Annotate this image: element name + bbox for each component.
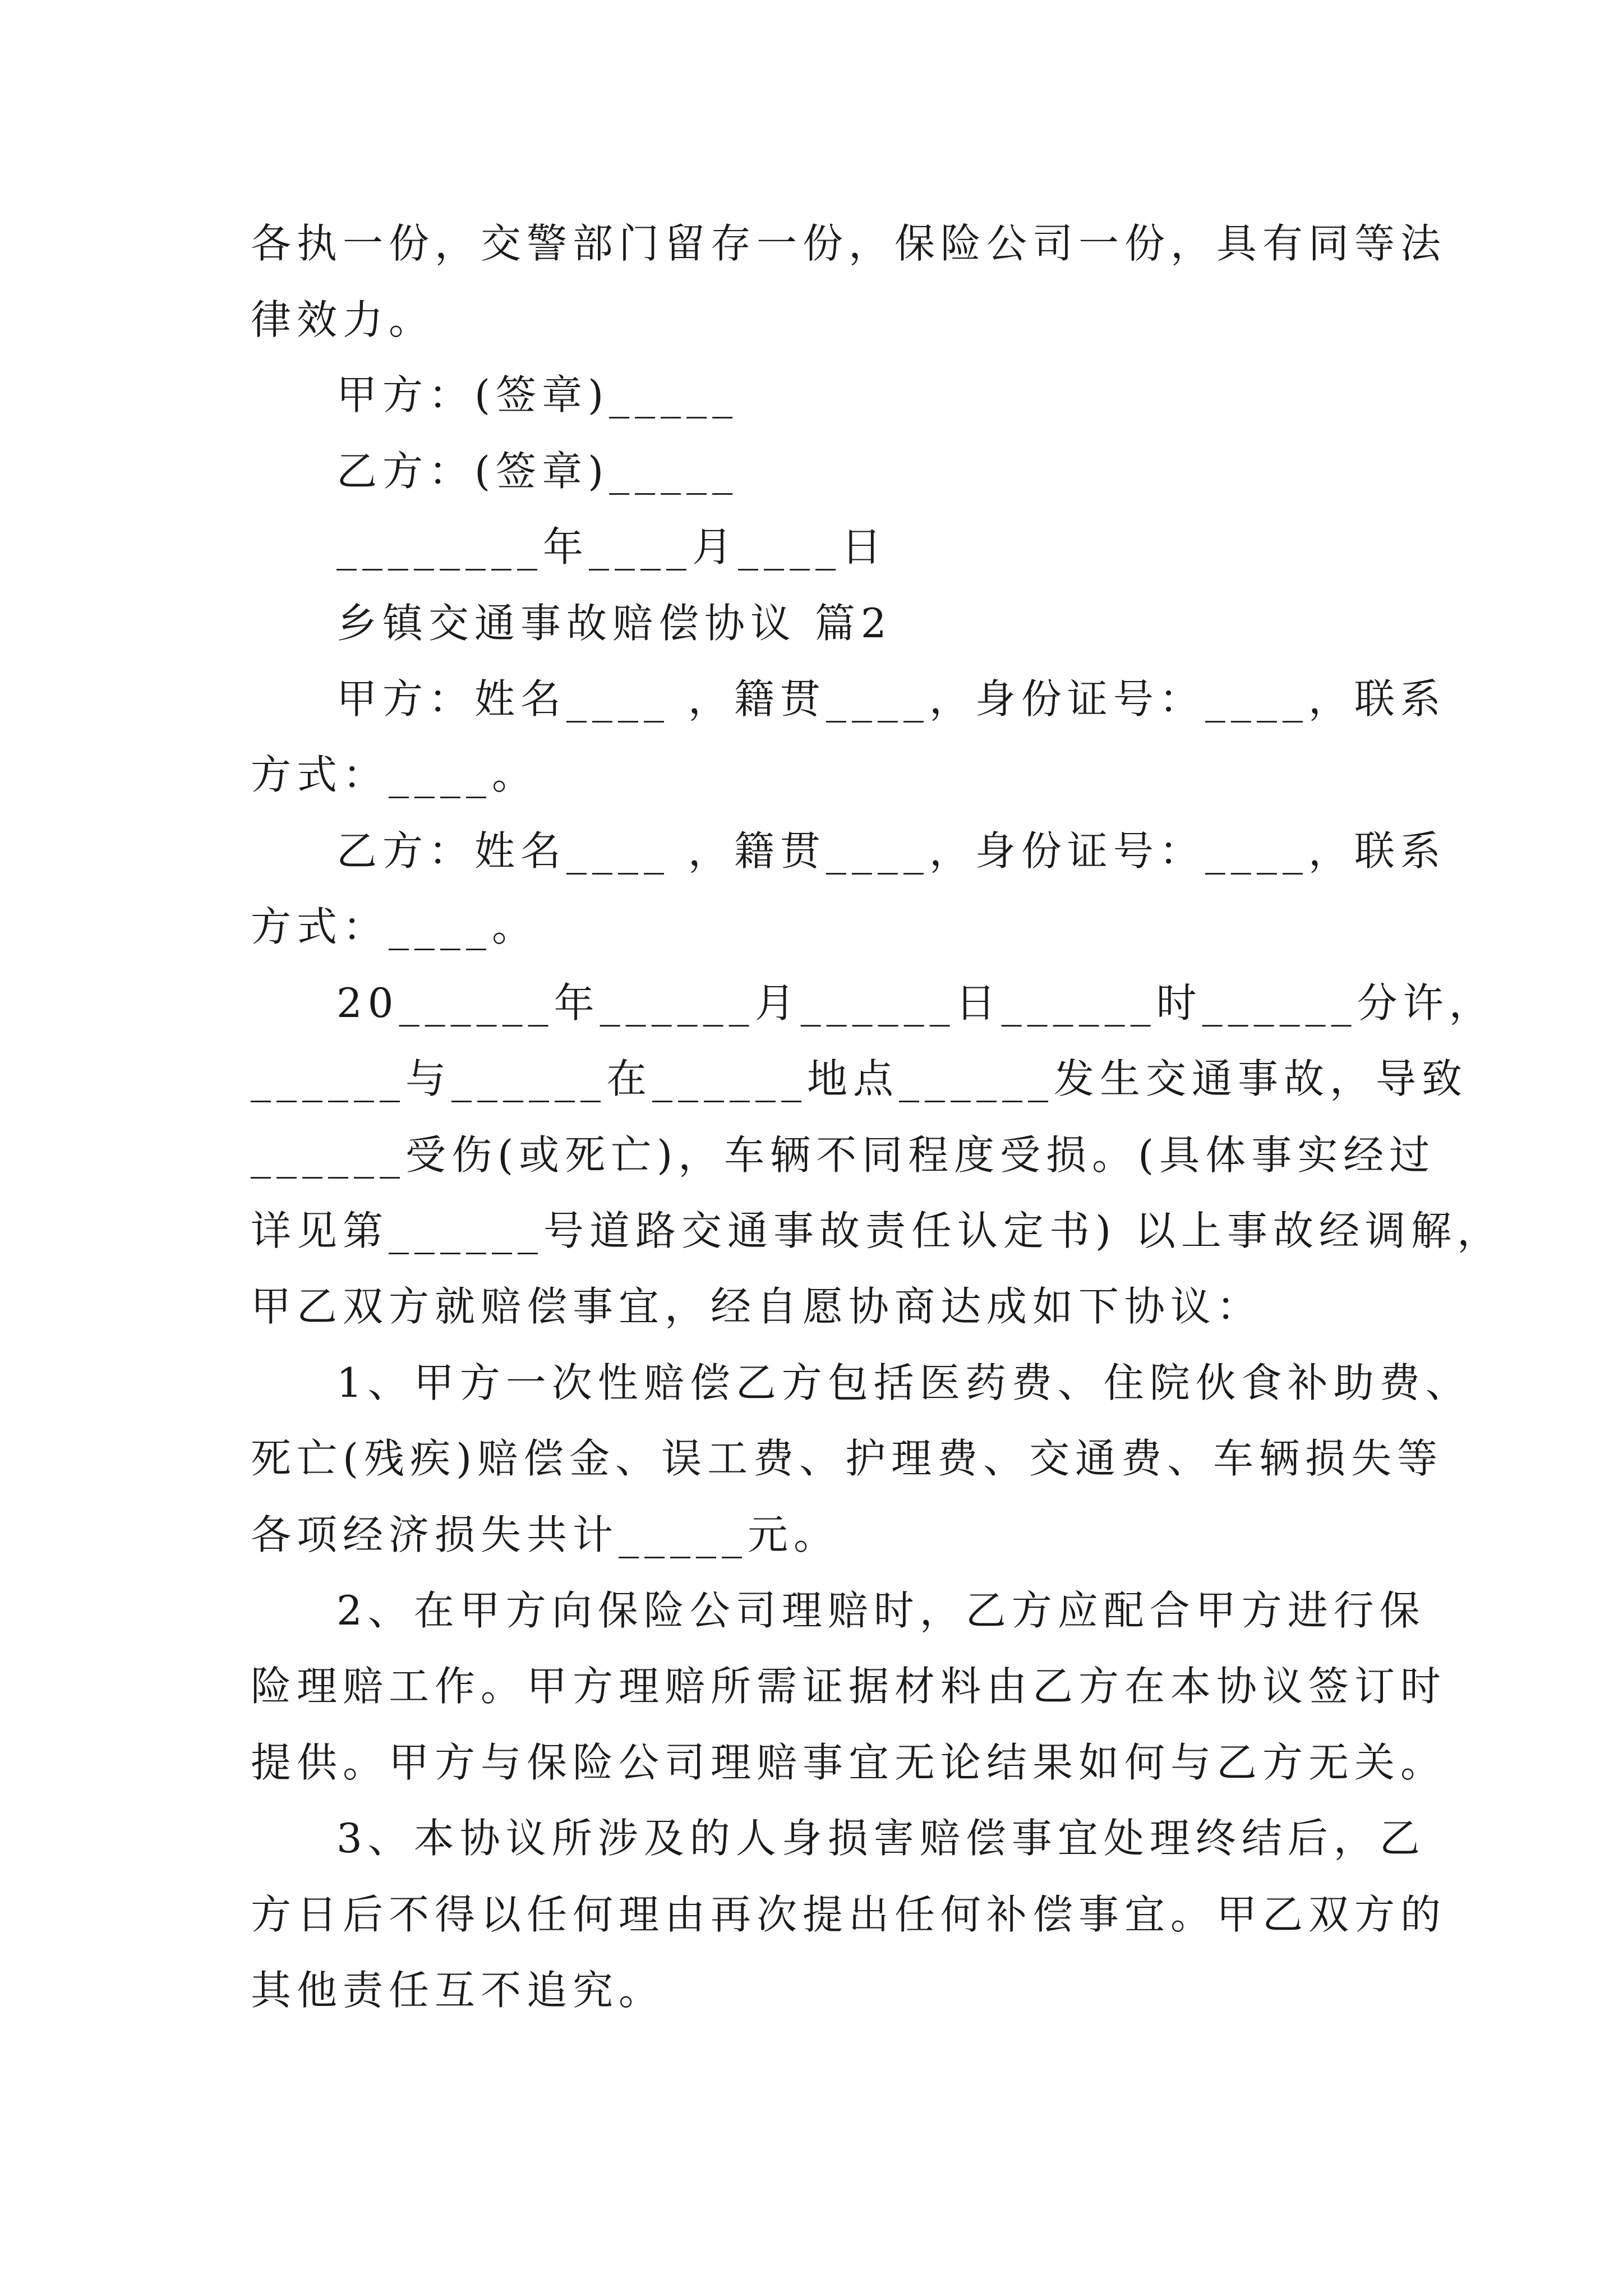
paragraph-line: 详见第______号道路交通事故责任认定书) 以上事故经调解，	[251, 1207, 1503, 1254]
signature-line-party-a: 甲方：(签章)_____	[336, 371, 739, 418]
paragraph-line: 其他责任互不追究。	[251, 1967, 665, 2014]
date-line: ________年____月____日	[336, 523, 887, 570]
paragraph-line: 1、甲方一次性赔偿乙方包括医药费、住院伙食补助费、	[336, 1359, 1472, 1406]
paragraph-line: 方日后不得以任何理由再次提出任何补偿事宜。甲乙双方的	[251, 1891, 1447, 1938]
section-title: 乡镇交通事故赔偿协议 篇2	[336, 600, 892, 647]
paragraph-line: ______受伤(或死亡)，车辆不同程度受损。(具体事实经过	[251, 1131, 1436, 1179]
paragraph-line: 各执一份，交警部门留存一份，保险公司一份，具有同等法	[251, 220, 1447, 267]
paragraph-line: 甲方：姓名____ ，籍贯____，身份证号：____，联系	[336, 675, 1446, 723]
signature-line-party-b: 乙方：(签章)_____	[336, 448, 739, 495]
paragraph-line: 方式：____。	[251, 903, 538, 950]
paragraph-line: 乙方：姓名____ ，籍贯____，身份证号：____，联系	[336, 827, 1446, 875]
paragraph-line: 死亡(残疾)赔偿金、误工费、护理费、交通费、车辆损失等	[251, 1435, 1444, 1482]
paragraph-line: ______与______在______地点______发生交通事故，导致	[251, 1055, 1468, 1102]
paragraph-line: 险理赔工作。甲方理赔所需证据材料由乙方在本协议签订时	[251, 1663, 1447, 1710]
paragraph-line: 2、在甲方向保险公司理赔时，乙方应配合甲方进行保	[336, 1587, 1426, 1634]
paragraph-line: 甲乙双方就赔偿事宜，经自愿协商达成如下协议：	[251, 1283, 1263, 1330]
paragraph-line: 各项经济损失共计_____元。	[251, 1511, 840, 1558]
paragraph-line: 提供。甲方与保险公司理赔事宜无论结果如何与乙方无关。	[251, 1739, 1447, 1786]
paragraph-line: 20______年______月______日______时______分许，	[336, 979, 1495, 1027]
paragraph-line: 3、本协议所涉及的人身损害赔偿事宜处理终结后，乙	[336, 1815, 1426, 1862]
paragraph-line: 律效力。	[251, 296, 435, 343]
paragraph-line: 方式：____。	[251, 751, 538, 798]
